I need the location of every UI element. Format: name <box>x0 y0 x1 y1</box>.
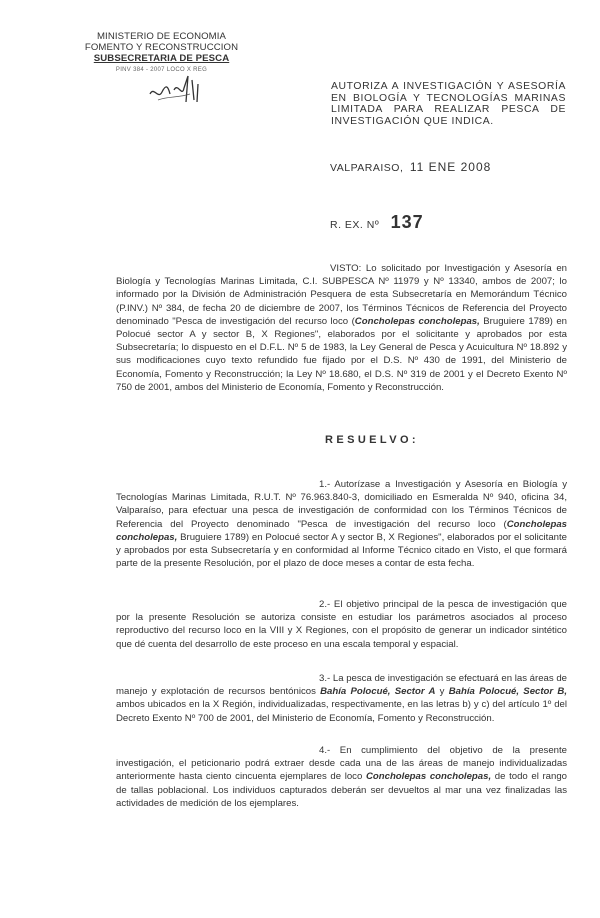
article-3-a: 3.- La pesca de investigación se efectuará en las áreas de manejo y explotación de recursos bentónicos <box>116 673 567 698</box>
article-4-b: de todo el rango de tallas poblacional. Los individuos capturados deberán ser devueltos al mar una vez finalizadas las actividades de medición de los ejemplares. <box>116 771 568 809</box>
article-1 <box>116 478 567 570</box>
article-3-c: ambos ubicados en la X Región, individualizadas, respectivamente, en las letras b) y c) del artículo 1º del Decreto Exento Nº 700 de 2001, del Ministerio de Economía, Fomento y Reconstrucción. <box>116 699 567 724</box>
resolution-label: R. EX. Nº <box>330 219 380 231</box>
visto-rest: Bruguiere 1789) en Polocué sector A y sector B, X Regiones", elaborados por el solicitante y aprobados por esta Subsecretaría; lo dispuesto en el D.F.L. Nº 5 de 1983, la Ley General de Pesca y Acuicultura Nº 18.892 y sus modificaciones cuyo texto refundido fue fijado por el D.S. Nº 430 de 1991, del Ministerio de Economía, Fomento y Reconstrucción; la Ley Nº 18.680, el D.S. Nº 319 de 2001 y el Decreto Exento Nº 750 de 2001, ambos del Ministerio de Economía, Fomento y Reconstrucción. <box>116 315 567 393</box>
visto-intro: VISTO: Lo solicitado por Investigación y Asesoría en Biología y Tecnologías Marinas Limitada, C.I. SUBPESCA Nº 11979 y Nº 13340, ambos de 2007; lo informado por la División de Administración Pesquera de esta Subsecretaría en Memorándum Técnico (P.INV.) Nº 384, de fecha 20 de diciembre de 2007, los Términos Técnicos de Referencia del Proyecto denominado "Pesca de investigación del recurso loco ( <box>116 263 567 327</box>
initials-signature <box>148 72 218 106</box>
article-4-a: 4.- En cumplimiento del objetivo de la presente investigación, el peticionario podrá extraer desde cada una de las áreas de manejo individualizadas anteriormente hasta ciento cincuenta ejemplares de loco <box>116 745 567 783</box>
resuelvo-heading: RESUELVO: <box>325 434 419 446</box>
subject-block: AUTORIZA A INVESTIGACIÓN Y ASESORÍA EN BIOLOGÍA Y TECNOLOGÍAS MARINAS LIMITADA PARA REALIZAR PESCA DE INVESTIGACIÓN QUE INDICA. <box>331 81 566 127</box>
place-label: VALPARAISO, <box>330 162 404 174</box>
article-3-area-2: Bahía Polocué, Sector B, <box>448 686 567 698</box>
article-2 <box>116 598 567 651</box>
article-3 <box>116 672 567 725</box>
article-3-area-1: Bahía Polocué, Sector A <box>320 686 436 698</box>
visto-species: Concholepas concholepas, <box>354 315 480 327</box>
ministry-line: MINISTERIO DE ECONOMIA <box>96 31 227 42</box>
article-1-species: Concholepas concholepas, <box>116 518 567 543</box>
article-1-b: Bruguiere 1789) en Polocué sector A y sector B, X Regiones", elaborados por el solicitante y aprobados por esta Subsecretaría y en conformidad al Informe Técnico citado en Visto, el que formará parte de la presente Resolución, por el plazo de doce meses a contar de esta fecha. <box>116 531 567 570</box>
date-stamp: 11 ENE 2008 <box>409 160 492 174</box>
resolution-value: 137 <box>390 212 424 232</box>
article-3-b: y <box>435 686 449 698</box>
place-date <box>330 160 491 174</box>
article-2-text: 2.- El objetivo principal de la pesca de investigación que por la presente Resolución se autoriza consiste en estudiar los parámetros asociados al proceso reproductivo del recurso loco en la VIII y X Regiones, con el propósito de generar un indicador sintético que dé cuenta del desarrollo de este proceso en una escala temporal y espacial. <box>116 599 567 650</box>
letterhead <box>74 31 249 76</box>
article-1-a: 1.- Autorízase a Investigación y Asesoría en Biología y Tecnologías Marinas Limitada, R.U.T. Nº 76.963.840-3, domiciliado en Esmeralda Nº 940, oficina 34, Valparaíso, para efectuar una pesca de investigación de conformidad con los Términos Técnicos de Referencia del Proyecto denominado "Pesca de investigación del recurso loco ( <box>116 479 567 530</box>
reference-code: PINV 384 - 2007 LOCO X REG <box>115 67 208 73</box>
subsecretaria-line: SUBSECRETARIA DE PESCA <box>93 53 230 64</box>
ministry-line-2: FOMENTO Y RECONSTRUCCION <box>84 42 239 53</box>
visto-paragraph <box>116 262 567 394</box>
article-4 <box>116 744 567 810</box>
resolution-number <box>330 212 424 233</box>
article-4-species: Concholepas concholepas, <box>365 771 492 783</box>
